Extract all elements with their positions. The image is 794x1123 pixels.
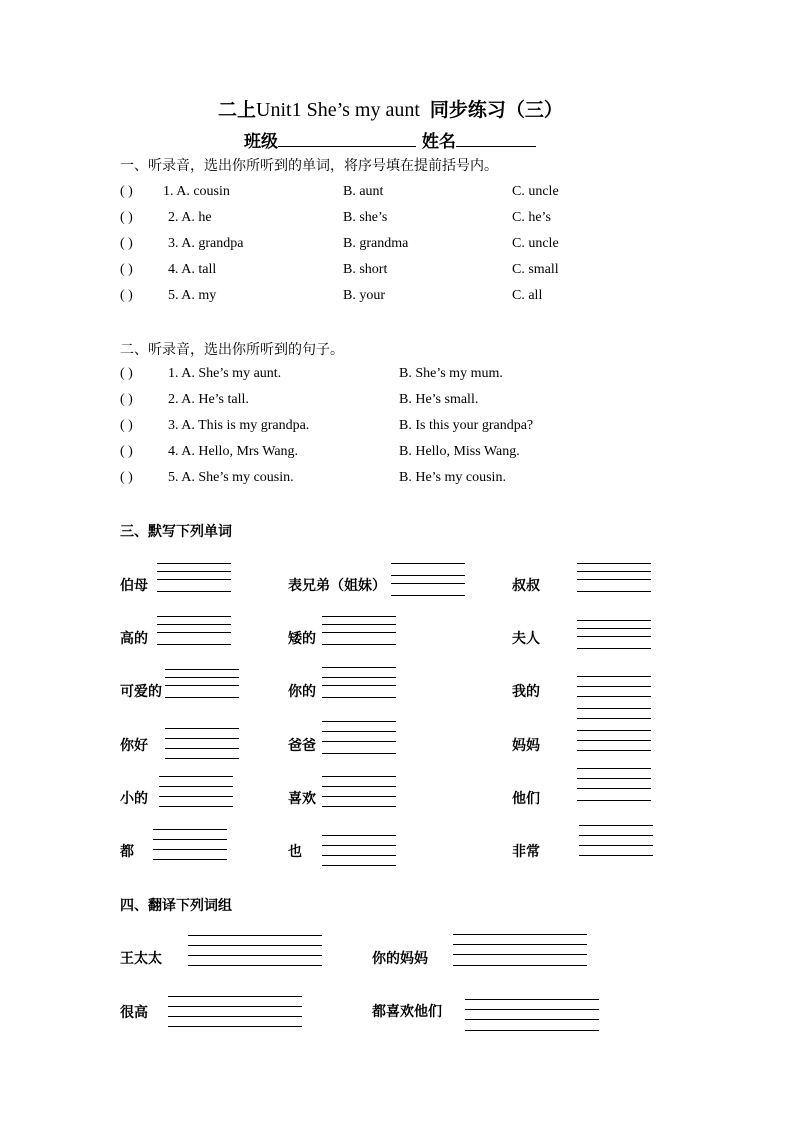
s1-q3-c: C. uncle (512, 236, 559, 251)
word-like: 喜欢 (288, 791, 316, 807)
s2-q3-b: B. Is this your grandpa? (399, 418, 534, 433)
word-tall: 高的 (120, 631, 148, 647)
word-aunt: 伯母 (120, 578, 148, 594)
s1-q3-b: B. grandma (343, 236, 409, 251)
word-small: 小的 (120, 791, 148, 807)
word-dad: 爸爸 (288, 738, 316, 754)
s1-q5-c: C. all (512, 288, 543, 303)
word-uncle: 叔叔 (512, 578, 540, 594)
word-your: 你的 (288, 684, 316, 700)
word-hello: 你好 (120, 738, 148, 754)
s2-q5-b: B. He’s my cousin. (399, 470, 506, 485)
s1-q4-paren[interactable]: ( ) (120, 262, 133, 277)
page-title (218, 99, 563, 121)
s1-q4-a: 4. A. tall (168, 262, 217, 277)
s1-q3-paren[interactable]: ( ) (120, 236, 133, 251)
s1-q1-c: C. uncle (512, 184, 559, 199)
s2-q3-a: 3. A. This is my grandpa. (168, 418, 310, 433)
s2-q5-a: 5. A. She’s my cousin. (168, 470, 294, 485)
s2-q5-paren[interactable]: ( ) (120, 470, 133, 485)
s1-q1-paren[interactable]: ( ) (120, 184, 133, 199)
word-mrs: 夫人 (512, 631, 540, 647)
class-blank[interactable] (278, 130, 416, 147)
word-all: 都 (120, 844, 134, 860)
phrase-very-tall: 很高 (120, 1005, 148, 1021)
s2-q3-paren[interactable]: ( ) (120, 418, 133, 433)
section4-heading: 四、翻译下列词组 (120, 898, 232, 914)
class-label: 班级 (244, 132, 278, 152)
title-tail: 同步练习（三） (429, 99, 563, 121)
section3-heading: 三、默写下列单词 (120, 524, 232, 540)
phrase-your-mum: 你的妈妈 (372, 951, 428, 967)
s2-q1-b: B. She’s my mum. (399, 366, 503, 381)
section1-heading: 一、听录音，选出你所听到的单词，将序号填在提前括号内。 (120, 158, 498, 174)
word-mum: 妈妈 (512, 738, 540, 754)
s1-q2-paren[interactable]: ( ) (120, 210, 133, 225)
word-they: 他们 (512, 791, 540, 807)
s1-q2-b: B. she’s (343, 210, 388, 225)
s1-q4-c: C. small (512, 262, 559, 277)
s2-q1-paren[interactable]: ( ) (120, 366, 133, 381)
s2-q4-paren[interactable]: ( ) (120, 444, 133, 459)
phrase-mrs-wang: 王太太 (120, 951, 162, 967)
s1-q5-paren[interactable]: ( ) (120, 288, 133, 303)
s1-q2-c: C. he’s (512, 210, 551, 225)
word-my: 我的 (512, 684, 540, 700)
word-also: 也 (288, 844, 302, 860)
word-cute: 可爱的 (120, 684, 162, 700)
s1-q3-a: 3. A. grandpa (168, 236, 244, 251)
s2-q1-a: 1. A. She’s my aunt. (168, 366, 282, 381)
s1-q4-b: B. short (343, 262, 388, 277)
word-very: 非常 (512, 844, 540, 860)
s1-q1-b: B. aunt (343, 184, 384, 199)
name-label: 姓名 (421, 132, 456, 152)
word-cousin: 表兄弟（姐妹） (288, 578, 386, 594)
title-english: Unit1 She’s my aunt (256, 99, 420, 121)
student-info (244, 127, 536, 152)
phrase-all-like-them: 都喜欢他们 (372, 1004, 442, 1020)
s2-q2-b: B. He’s small. (399, 392, 479, 407)
s1-q1-a: 1. A. cousin (163, 184, 230, 199)
s2-q2-a: 2. A. He’s tall. (168, 392, 249, 407)
s2-q2-paren[interactable]: ( ) (120, 392, 133, 407)
s1-q5-b: B. your (343, 288, 385, 303)
title-grade: 二上 (218, 99, 257, 121)
section2-heading: 二、听录音，选出你所听到的句子。 (120, 342, 344, 358)
s2-q4-b: B. Hello, Miss Wang. (399, 444, 520, 459)
s1-q2-a: 2. A. he (168, 210, 212, 225)
word-short: 矮的 (288, 631, 316, 647)
s2-q4-a: 4. A. Hello, Mrs Wang. (168, 444, 299, 459)
s1-q5-a: 5. A. my (168, 288, 217, 303)
name-blank[interactable] (456, 130, 536, 147)
